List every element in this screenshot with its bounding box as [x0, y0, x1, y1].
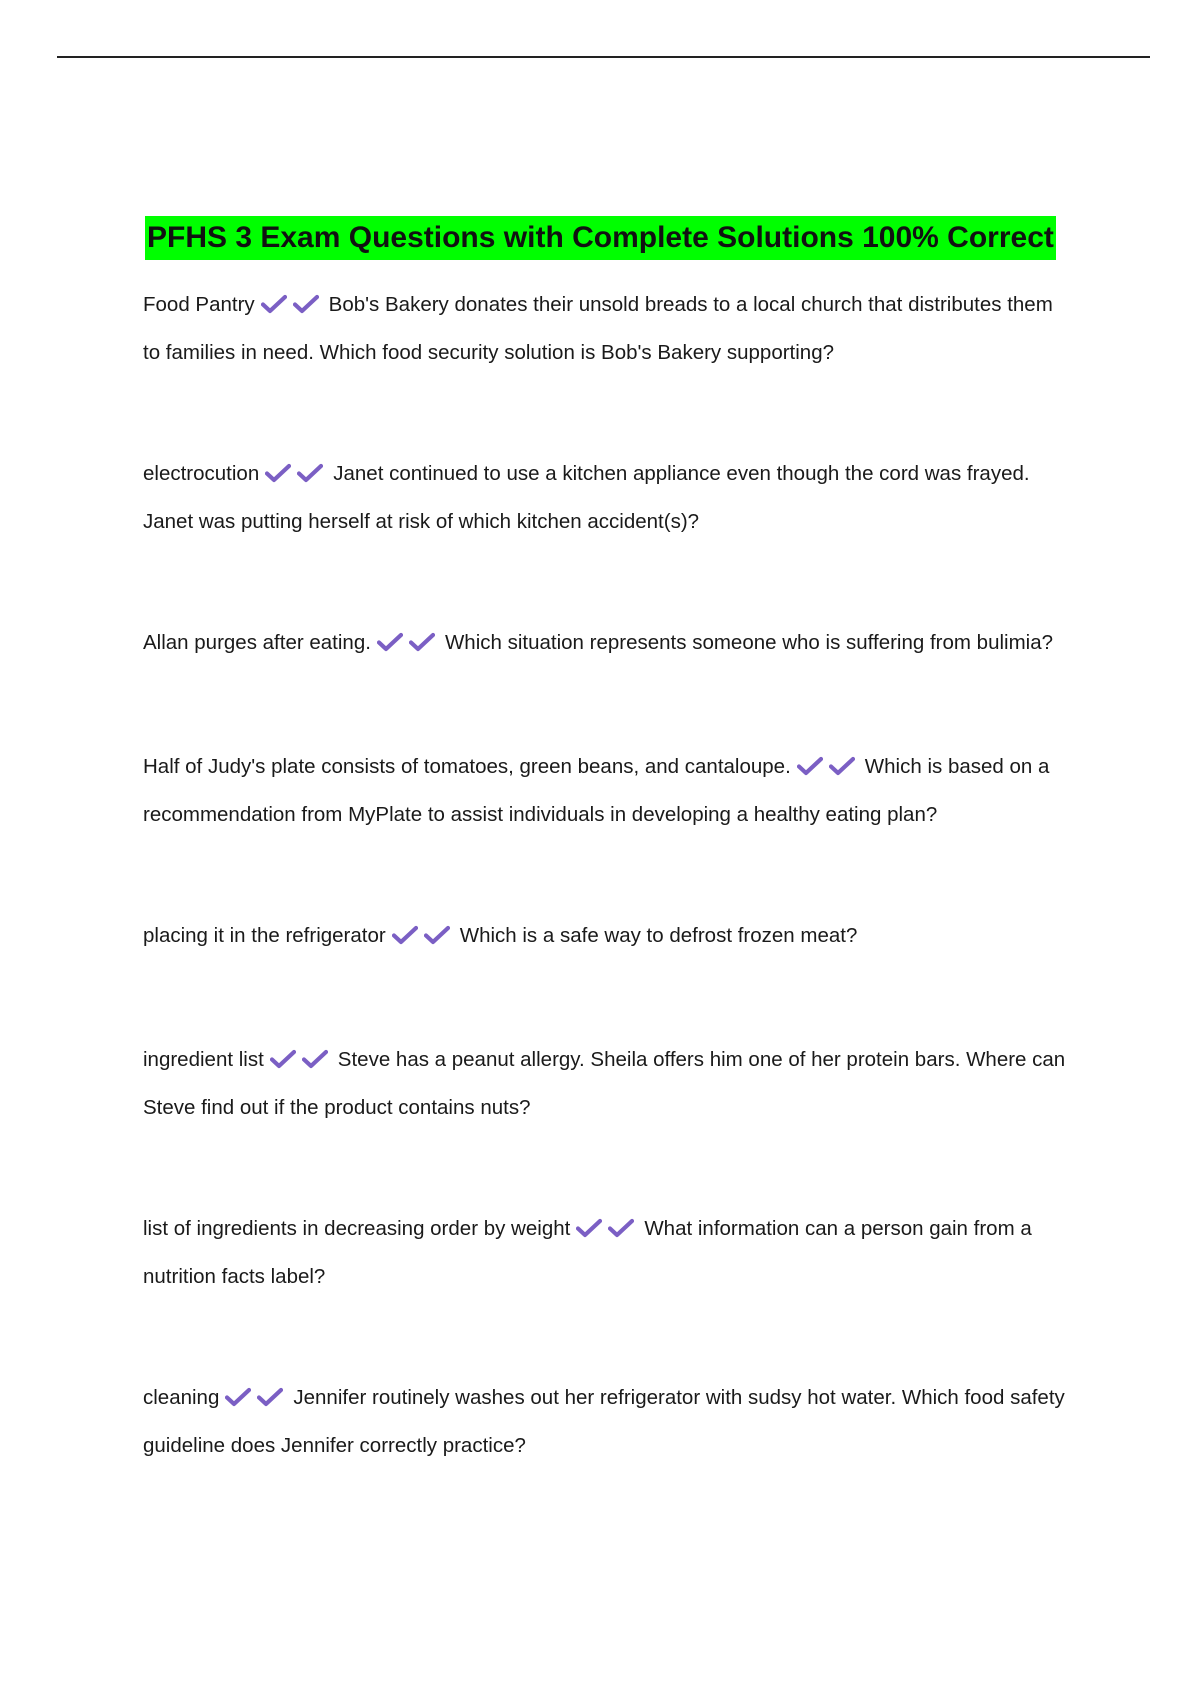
answer-text: placing it in the refrigerator [143, 924, 386, 947]
check-icon [797, 756, 823, 776]
document-body [143, 216, 1068, 1544]
check-icon [392, 925, 418, 945]
answer-text: ingredient list [143, 1048, 264, 1071]
check-icon [424, 925, 450, 945]
check-icon [297, 463, 323, 483]
qa-item [143, 1375, 1068, 1468]
double-check-marks [261, 285, 325, 330]
question-text: Steve has a peanut allergy. Sheila offers him one of her protein bars. Where can Steve find out if the product contains nuts? [143, 1048, 1066, 1119]
question-text: Which is a safe way to defrost frozen meat? [459, 924, 858, 947]
qa-item [143, 913, 1068, 961]
answer-text: cleaning [143, 1386, 220, 1409]
check-icon [270, 1049, 296, 1069]
document-title: PFHS 3 Exam Questions with Complete Solutions 100% Correct [145, 216, 1056, 260]
check-icon [608, 1218, 634, 1238]
double-check-marks [392, 916, 456, 961]
check-icon [225, 1387, 251, 1407]
question-text: Which is based on a recommendation from MyPlate to assist individuals in developing a healthy eating plan? [143, 755, 1050, 826]
answer-text: list of ingredients in decreasing order by weight [143, 1217, 571, 1240]
qa-item [143, 744, 1068, 837]
qa-item [143, 1206, 1068, 1299]
answer-text: Half of Judy's plate consists of tomatoes, green beans, and cantaloupe. [143, 755, 791, 778]
qa-item [143, 282, 1068, 375]
answer-text: Food Pantry [143, 293, 255, 316]
qa-item [143, 451, 1068, 544]
qa-item [143, 620, 1068, 668]
answer-text: Allan purges after eating. [143, 631, 371, 654]
question-text: Which situation represents someone who is suffering from bulimia? [444, 631, 1054, 654]
question-text: Janet continued to use a kitchen appliance even though the cord was frayed. Janet was putting herself at risk of which kitchen accident(s)? [143, 462, 1030, 533]
qa-item [143, 1037, 1068, 1130]
top-rule [57, 56, 1150, 58]
check-icon [261, 294, 287, 314]
check-icon [257, 1387, 283, 1407]
question-text: What information can a person gain from a nutrition facts label? [143, 1217, 1032, 1288]
answer-text: electrocution [143, 462, 260, 485]
check-icon [829, 756, 855, 776]
double-check-marks [377, 623, 441, 668]
double-check-marks [270, 1040, 334, 1085]
question-text: Bob's Bakery donates their unsold breads to a local church that distributes them to families in need. Which food security solution is Bob's Bakery supporting? [143, 293, 1053, 364]
question-text: Jennifer routinely washes out her refrigerator with sudsy hot water. Which food safety guideline does Jennifer correctly practice? [143, 1386, 1065, 1457]
check-icon [409, 632, 435, 652]
check-icon [265, 463, 291, 483]
check-icon [302, 1049, 328, 1069]
check-icon [293, 294, 319, 314]
double-check-marks [576, 1209, 640, 1254]
double-check-marks [797, 747, 861, 792]
qa-list [143, 282, 1068, 1468]
double-check-marks [265, 454, 329, 499]
check-icon [576, 1218, 602, 1238]
double-check-marks [225, 1378, 289, 1423]
check-icon [377, 632, 403, 652]
